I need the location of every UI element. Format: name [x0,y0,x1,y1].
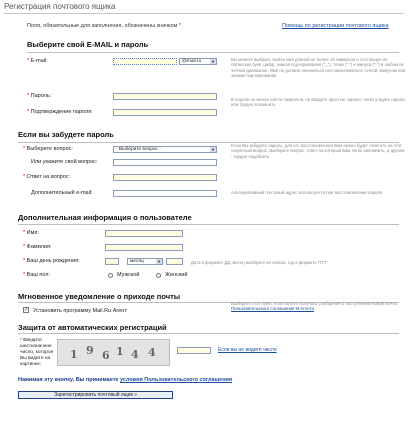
gender-female-radio[interactable] [156,273,161,278]
required-star: * [23,258,26,264]
extra-email-label: Дополнительный e-mail: [31,190,93,196]
required-note [27,23,181,29]
password-confirm-input[interactable] [113,109,217,116]
section-title-protect: Защита от автоматических регистраций [18,323,167,332]
required-star: * [178,23,182,29]
captcha-input[interactable] [177,347,211,354]
required-star: * [23,272,26,278]
own-question-label: Или укажите свой вопрос: [31,159,98,165]
section-title-extra: Дополнительная информация о пользователе [18,213,192,222]
gender-male-radio[interactable] [108,273,113,278]
required-star: * [23,174,26,180]
password-hint: В пароле не менее шести символов, не вводите простые пароли: легко угадать пароль или трудно вспомнить. [231,97,406,108]
agreement-line [18,377,232,383]
email-label [27,58,48,64]
required-star: * [20,338,22,343]
section-divider [27,52,399,53]
chevron-down-icon: ▼ [211,147,215,152]
password-confirm-label [27,109,93,115]
captcha-digit: 4 [148,346,156,359]
captcha-refresh-link[interactable]: Если вы не видите число [218,347,277,353]
gender-label [23,272,50,278]
required-star: * [23,230,26,236]
divider [4,13,404,14]
section-divider [18,224,399,225]
first-name-input[interactable] [105,230,183,237]
first-name-label [23,230,39,236]
birth-hint: Дата в формате ДД, месяц выберите из списка, год в формате ГГГГ [191,260,328,265]
question-select[interactable] [113,146,217,153]
page-title: Регистрация почтового ящика [4,2,116,11]
question-label-text: Выберите вопрос: [26,146,73,152]
captcha-digit: 1 [70,348,78,361]
last-name-input[interactable] [105,244,183,251]
birth-day-input[interactable] [105,258,119,265]
required-star: * [27,58,30,64]
question-value: - Выберите вопрос - [116,147,161,152]
agent-hint-text: Выберите этот пункт, если хотите получать сообщения о поступлении новой почты. [231,301,399,306]
last-name-label [23,244,52,250]
required-star: * [23,244,26,250]
captcha-digit: 6 [102,349,110,362]
password-input[interactable] [113,93,217,100]
gender-label-text: Ваш пол: [26,272,50,278]
captcha-digit: 4 [131,348,139,361]
email-hint: Вы можете выбрать любое имя длиной не более 16 символов и состоящее из латинских букв, цифр, знаков подчеркивания ("_"), точки (".") и минуса ("-") в любом их четном диапазоне. Имя не должно начинаться или заканчиваться точкой, минусом или знаком подчеркивания. [231,57,406,79]
required-star: * [27,93,30,99]
domain-select[interactable] [179,58,217,65]
birth-month-select[interactable] [127,258,163,265]
required-note-text: Поля, обязательные для заполнения, обозначены значком [27,23,178,29]
first-name-label-text: Имя: [26,230,39,236]
help-link[interactable]: Помощь по регистрации почтового ящика [282,23,389,29]
gender-female-label: Женский [165,272,188,278]
email-input[interactable] [113,58,177,65]
agent-checkbox[interactable]: ✓ [24,307,29,313]
extra-email-hint: Альтернативный почтовый адрес используется при восстановлении пароля [231,190,383,195]
forgot-hint: Если Вы забудете пароль, для его восстановления Вам нужно будет ответить на этот секретный вопрос. Выберите вопрос, ответ на который Вам легко запомнить, а другим - трудно подобрать. [231,143,405,159]
extra-email-input[interactable] [113,190,217,197]
agent-label: Установить программу Mail.Ru Агент [33,308,127,314]
gender-male-label: Мужской [117,272,140,278]
agreement-text: Нажимая эту кнопку, Вы принимаете [18,377,119,383]
register-button[interactable]: Зарегистрировать почтовый ящик » [18,391,173,399]
section-title-notify: Мгновенное уведомление о приходе почты [18,292,181,301]
captcha-label-text: Введите шестизначное число, которое Вы видите на картинке: [20,338,54,367]
month-value: месяц [130,259,144,264]
domain-value: @mail.ru [182,59,202,64]
section-title-email: Выберите свой E-MAIL и пароль [27,40,149,49]
answer-input[interactable] [113,174,217,181]
chevron-down-icon: ▼ [157,259,161,264]
last-name-label-text: Фамилия: [26,244,52,250]
password-confirm-label-text: Подтверждение пароля: [30,109,93,115]
agreement-link[interactable]: условия Пользовательского соглашения [119,377,233,383]
email-label-text: E-mail: [30,58,48,64]
own-question-input[interactable] [113,159,217,166]
birth-label [23,258,80,264]
section-title-forgot: Если вы забудете пароль [18,130,114,139]
required-star: * [27,109,30,115]
captcha-image [57,339,170,366]
answer-label [23,174,70,180]
answer-label-text: Ответ на вопрос: [26,174,71,180]
password-label [27,93,51,99]
birth-label-text: Ваш день рождения: [26,258,80,264]
birth-year-input[interactable] [166,258,183,265]
password-label-text: Пароль: [30,93,52,99]
captcha-label [20,338,58,368]
question-label [23,146,73,152]
agent-agreement-link[interactable]: Пользовательского соглашения М-Агента [231,306,314,312]
section-divider [18,333,399,334]
captcha-digit: 1 [116,345,124,358]
agent-hint [231,301,401,312]
required-star: * [23,146,26,152]
captcha-digit: 9 [86,344,94,357]
chevron-down-icon: ▼ [211,59,215,64]
